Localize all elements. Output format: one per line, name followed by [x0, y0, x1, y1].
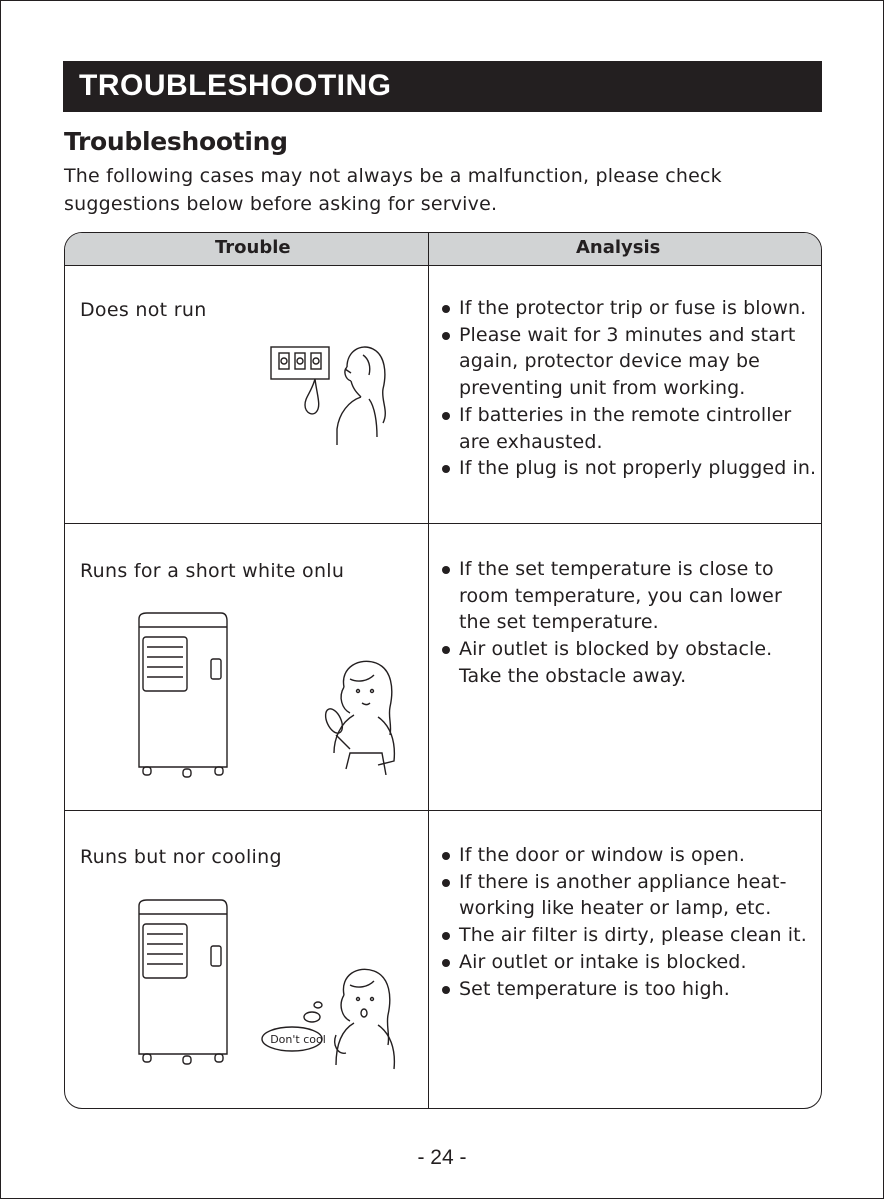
- column-header-analysis: Analysis: [576, 237, 661, 258]
- trouble-label-1: Does not run: [80, 299, 207, 321]
- analysis-list-2: [442, 556, 818, 690]
- column-header-trouble: Trouble: [215, 237, 291, 258]
- trouble-label-3: Runs but nor cooling: [80, 846, 282, 868]
- header-title: TROUBLESHOOTING: [79, 69, 392, 102]
- analysis-list-3: [442, 842, 818, 1002]
- table-header: [65, 233, 821, 266]
- row-divider: [65, 810, 821, 811]
- troubleshooting-table: [64, 232, 822, 1109]
- fuse-box-person-illustration: [265, 333, 405, 445]
- air-conditioner-icon: [135, 898, 235, 1068]
- speech-bubble-text: Don't cool: [270, 1033, 326, 1046]
- analysis-item: If the protector trip or fuse is blown.: [442, 295, 818, 322]
- row-divider: [65, 523, 821, 524]
- column-divider: [428, 233, 429, 1108]
- person-with-remote-illustration: [320, 657, 404, 775]
- intro-line-2: suggestions below before asking for servive.: [64, 193, 498, 215]
- page-number: - 24 -: [417, 1146, 467, 1169]
- person-thinking-illustration: [260, 965, 408, 1073]
- analysis-item: Air outlet or intake is blocked.: [442, 949, 818, 976]
- analysis-item: If batteries in the remote cintroller are exhausted.: [442, 402, 818, 455]
- analysis-item: If the set temperature is close to room temperature, you can lower the set temperature.: [442, 556, 818, 636]
- analysis-item: Air outlet is blocked by obstacle. Take the obstacle away.: [442, 636, 818, 689]
- analysis-item: If there is another appliance heat-working like heater or lamp, etc.: [442, 869, 818, 922]
- analysis-item: If the plug is not properly plugged in.: [442, 455, 818, 482]
- analysis-list-1: [442, 295, 818, 482]
- intro-line-1: The following cases may not always be a malfunction, please check: [64, 165, 722, 187]
- section-title: Troubleshooting: [64, 127, 288, 156]
- analysis-item: Set temperature is too high.: [442, 976, 818, 1003]
- analysis-item: Please wait for 3 minutes and start again, protector device may be preventing unit from working.: [442, 322, 818, 402]
- air-conditioner-icon: [135, 611, 235, 779]
- analysis-item: If the door or window is open.: [442, 842, 818, 869]
- analysis-item: The air filter is dirty, please clean it.: [442, 922, 818, 949]
- trouble-label-2: Runs for a short white onlu: [80, 560, 345, 582]
- header-bar: [63, 61, 822, 112]
- intro-text: [64, 162, 824, 218]
